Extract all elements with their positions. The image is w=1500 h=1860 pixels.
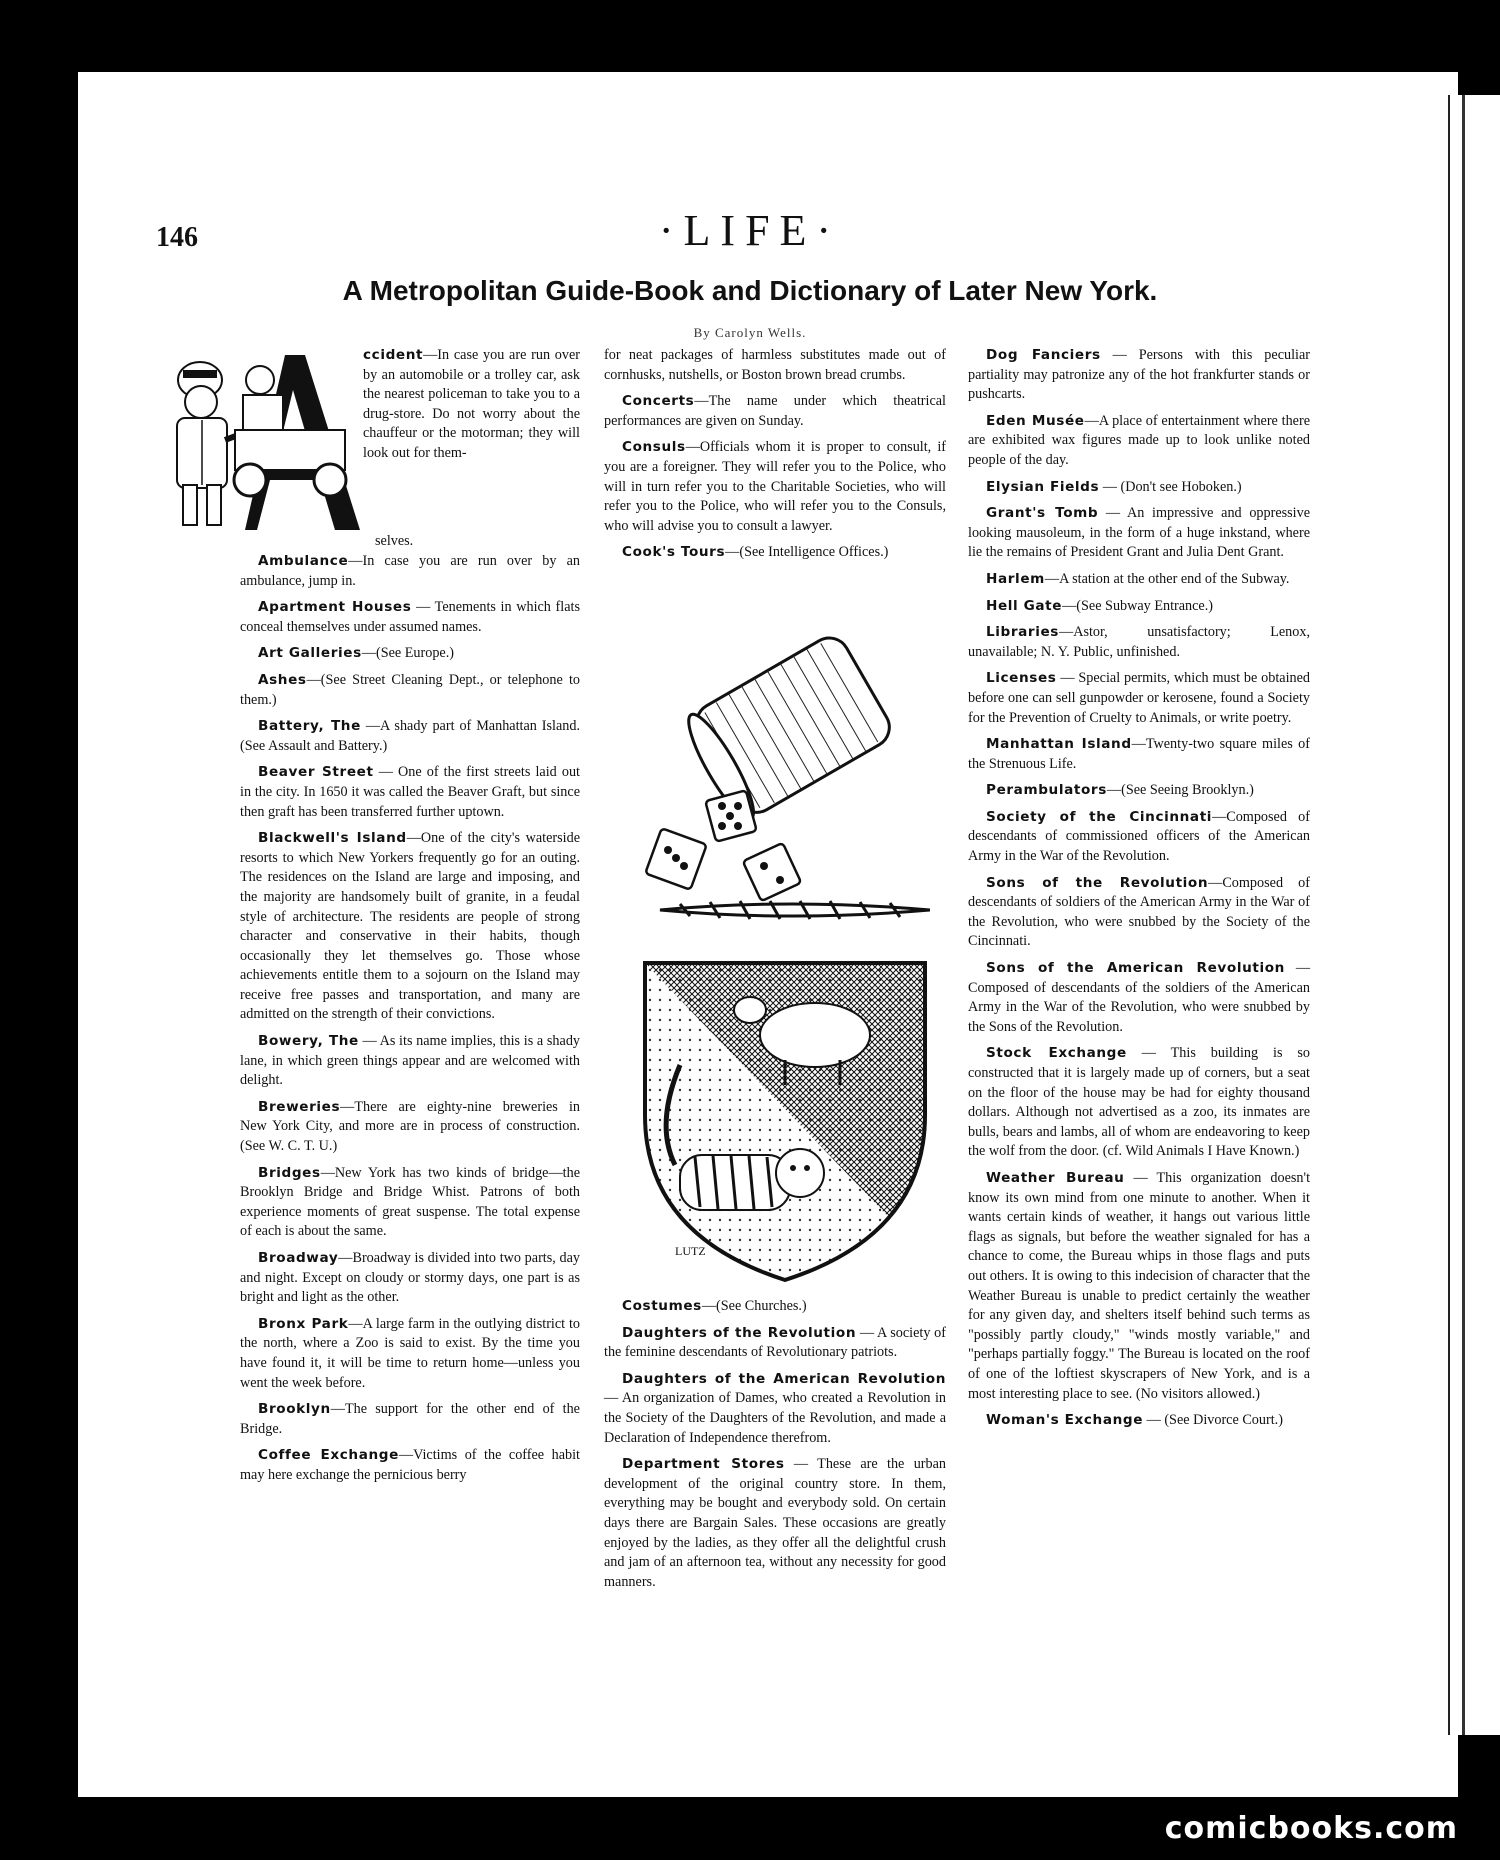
entry-term: Department Stores — [622, 1456, 785, 1473]
dictionary-entry — [240, 1446, 580, 1485]
dictionary-entry — [604, 438, 946, 536]
dictionary-entry — [968, 735, 1310, 774]
entry-text: —The name under which theatrical performances are given on Sunday. — [604, 393, 946, 429]
dictionary-entry — [968, 412, 1310, 471]
entry-text: —(See Intelligence Offices.) — [725, 544, 889, 561]
dictionary-entry — [240, 1164, 580, 1242]
entry-term: Eden Musée — [986, 412, 1085, 429]
entry-term: Sons of the American Revolution — [986, 960, 1285, 977]
policeman-automobile-icon — [165, 350, 365, 535]
dictionary-entry — [240, 717, 580, 756]
dictionary-entry — [604, 1370, 946, 1448]
entry-term: Battery, The — [258, 718, 361, 735]
dictionary-entry — [240, 763, 580, 822]
entry-term: Elysian Fields — [986, 478, 1100, 495]
dictionary-entry — [604, 543, 946, 563]
entry-term: Harlem — [986, 570, 1045, 587]
dictionary-entry — [240, 1249, 580, 1308]
entry-term: Coffee Exchange — [258, 1447, 399, 1464]
entry-term: Manhattan Island — [986, 736, 1132, 753]
dictionary-entry — [240, 829, 580, 1025]
entry-term: Brooklyn — [258, 1401, 331, 1418]
entry-text: —(See Street Cleaning Dept., or telephone to them.) — [240, 671, 580, 708]
entry-text: —Victims of the coffee habit may here exchange the pernicious berry — [240, 1447, 580, 1483]
entry-text: —There are eighty-nine breweries in New York City, and more are in process of construction. (See W. C. T. U.) — [240, 1098, 580, 1155]
dictionary-entry — [604, 1324, 946, 1363]
entry-term: Costumes — [622, 1298, 702, 1314]
page-number: 146 — [156, 222, 198, 253]
entry-text: — One of the first streets laid out in the city. In 1650 it was called the Beaver Graft, but since then graft has been transferred further uptown. — [240, 764, 580, 820]
entry-text: —(See Seeing Brooklyn.) — [1106, 782, 1254, 799]
entry-text: —(See Europe.) — [361, 645, 454, 662]
dictionary-entry — [240, 598, 580, 637]
dictionary-entry — [240, 1098, 580, 1157]
drop-cap-illustration — [165, 350, 365, 535]
entry-term: Licenses — [986, 670, 1057, 687]
entry-term: Perambulators — [986, 782, 1107, 799]
entry-term: Dog Fanciers — [986, 347, 1101, 363]
entry-text: —The support for the other end of the Bridge. — [240, 1401, 580, 1437]
drop-cap-tail: selves. — [375, 533, 414, 549]
entry-text: —Astor, unsatisfactory; Lenox, unavailable; N. Y. Public, unfinished. — [968, 624, 1310, 660]
entry-text: —Composed of descendants of the soldiers of the American Army in the War of the Revolution, who were snubbed by the Sons of the Revolution. — [968, 960, 1311, 1035]
entry-term: Stock Exchange — [986, 1045, 1127, 1062]
column-1 — [240, 552, 580, 1493]
entry-term: Bronx Park — [258, 1315, 349, 1332]
entry-term: Apartment Houses — [258, 599, 412, 616]
entry-text: — An impressive and oppressive looking mausoleum, in the form of a huge inkstand, where lie the remains of President Grant and Julia Dent Grant. — [968, 505, 1310, 561]
entry-text: — This building is so constructed that it is largely made up of corners, but a seat on the floor of the house may be had for eighty thousand dollars. Although not advertised as a zoo, its inmates are bulls, bears and lambs, all of whom are endeavoring to keep the wolf from the door. (cf. Wild Animals I Have Known.) — [968, 1045, 1311, 1160]
entry-text: — A society of the feminine descendants of Revolutionary patriots. — [604, 1324, 946, 1361]
dictionary-entry — [968, 597, 1310, 617]
entry-text: —In case you are run over by an automobile or a trolley car, ask the nearest policeman to take you to a drug-store. Do not worry about the chauffeur or the motorman; they will look out for them- — [363, 347, 580, 461]
entry-text: — (See Divorce Court.) — [1143, 1412, 1283, 1429]
entry-text: — As its name implies, this is a shady lane, in which green things appear and are welcomed with delight. — [240, 1033, 581, 1089]
shield-signature: LUTZ — [675, 1244, 706, 1258]
entry-term: Blackwell's Island — [258, 830, 407, 847]
entry-term: Sons of the Revolution — [986, 874, 1209, 891]
dictionary-entry — [240, 1032, 580, 1091]
entry-term: Bridges — [258, 1164, 321, 1181]
shield-illustration — [635, 955, 935, 1285]
entry-term: Broadway — [258, 1250, 339, 1266]
entry-text: —One of the city's waterside resorts to which New Yorkers frequently go for an outing. The residences on the Island are large and imposing, and the majority are handsomely built of granite, in a feudal style of architecture. The residents are people of strong character and conservative in their habits, though occasionally they let themselves go. Those whose achievements entitle them to a sojourn on the Island may receive free passes and transportation, and many are admitted on the strength of their convictions. — [240, 830, 580, 1023]
dictionary-entry — [604, 346, 946, 385]
entry-term: Breweries — [258, 1098, 341, 1115]
entry-term: Grant's Tomb — [986, 505, 1099, 522]
dictionary-entry — [968, 808, 1310, 867]
entry-text: —A shady part of Manhattan Island. (See Assault and Battery.) — [240, 718, 581, 754]
entry-text: — Special permits, which must be obtained before one can sell gunpowder or kerosene, found a Society for the Prevention of Cruelty to Animals, or write poetry. — [968, 670, 1310, 726]
watermark: comicbooks.com — [1164, 1811, 1458, 1846]
column-2-bottom — [604, 1297, 946, 1599]
dictionary-entry — [240, 1400, 580, 1439]
dictionary-entry — [968, 669, 1310, 728]
entry-text: —Broadway is divided into two parts, day and night. Except on cloudy or stormy days, one part is as bright and light as the other. — [240, 1250, 580, 1306]
dictionary-entry — [604, 392, 946, 431]
entry-term: Daughters of the American Revolution — [622, 1370, 946, 1387]
entry-text: —Officials whom it is proper to consult, if you are a foreigner. They will refer you to the Police, who will in turn refer you to the Charitable Societies, who will refer you to the Police, who will refer you to the Consuls, who will advise you to consult a lawyer. — [604, 439, 946, 534]
dice-illustration — [640, 630, 930, 930]
entry-term: Concerts — [622, 393, 695, 410]
dictionary-entry — [968, 1044, 1310, 1162]
entry-term: Cook's Tours — [622, 544, 726, 561]
entry-term: Art Galleries — [258, 645, 362, 662]
dictionary-entry — [240, 671, 580, 710]
dictionary-entry — [240, 1315, 580, 1393]
byline: By Carolyn Wells. — [693, 325, 807, 340]
entry-text: —(See Subway Entrance.) — [1062, 597, 1213, 614]
entry-text: —(See Churches.) — [701, 1298, 807, 1314]
masthead: ·LIFE· — [658, 206, 842, 255]
entry-term: Hell Gate — [986, 597, 1063, 614]
dictionary-entry — [968, 570, 1310, 590]
entry-text: — These are the urban development of the original country store. In them, everything may be bought and everybody sold. On certain days there are Bargain Sales. These occasions are greatly enjoyed by the ladies, as they offer all the delightful crush and jam of an afternoon tea, without any necessity for good manners. — [604, 1456, 947, 1590]
column-2-top — [604, 346, 946, 570]
entry-term: Beaver Street — [258, 764, 374, 781]
column-3 — [968, 346, 1310, 1438]
entry-text: — This organization doesn't know its own mind from one minute to another. When it wants certain kinds of weather, it hangs out various little flags as signals, but before the weather signaled for has a chance to come, the Bureau whips in those flags and puts out others. It is owing to this indecision of character that the Weather Bureau is unable to predict certainly the weather for any given day, and shelters itself behind such terms as "possibly partly cloudy," "winds mostly variable," and "perhaps partially foggy." The Bureau is located on the roof of one of the loftiest skyscrapers of New York, and is a most interesting place to see. (No visitors allowed.) — [968, 1169, 1311, 1402]
dictionary-entry — [968, 781, 1310, 801]
entry-term: Weather Bureau — [986, 1169, 1125, 1186]
drop-cap-entry — [363, 346, 580, 464]
entry-term: Bowery, The — [258, 1033, 359, 1050]
entry-term: Ambulance — [258, 553, 349, 569]
dictionary-entry — [968, 959, 1310, 1037]
entry-term: ccident — [363, 347, 424, 363]
entry-text: —In case you are run over by an ambulance, jump in. — [240, 553, 580, 589]
dictionary-entry — [240, 644, 580, 664]
entry-text: —Twenty-two square miles of the Strenuous Life. — [968, 736, 1310, 772]
dictionary-entry — [968, 1169, 1310, 1404]
entry-text: —New York has two kinds of bridge—the Brooklyn Bridge and Bridge Whist. Patrons of both experience moments of great suspense. The total expense of each is about the same. — [240, 1164, 580, 1240]
dictionary-entry — [968, 874, 1310, 952]
entry-term: Society of the Cincinnati — [986, 808, 1213, 825]
entry-text: —Composed of descendants of soldiers of the American Army in the War of the Revolution, who were snubbed by the Society of the Cincinnati. — [968, 874, 1311, 950]
entry-term: Consuls — [622, 439, 686, 456]
entry-text: — (Don't see Hoboken.) — [1099, 478, 1242, 495]
dictionary-entry — [968, 504, 1310, 563]
entry-term: Ashes — [258, 671, 307, 688]
dictionary-entry — [604, 1455, 946, 1592]
entry-text: — Persons with this peculiar partiality may patronize any of the hot frankfurter stands or pushcarts. — [968, 347, 1310, 403]
entry-text: for neat packages of harmless substitutes made out of cornhusks, nutshells, or Boston brown bread crumbs. — [604, 347, 946, 383]
dictionary-entry — [968, 1411, 1310, 1431]
dictionary-entry — [968, 623, 1310, 662]
dictionary-entry — [240, 552, 580, 591]
entry-text: —A station at the other end of the Subway. — [1044, 570, 1290, 587]
entry-text: — Tenements in which flats conceal themselves under assumed names. — [240, 599, 580, 635]
entry-term: Libraries — [986, 624, 1060, 641]
dictionary-entry — [968, 478, 1310, 498]
article-title: A Metropolitan Guide-Book and Dictionary of Later New York. — [342, 275, 1158, 306]
entry-term: Woman's Exchange — [986, 1412, 1144, 1429]
next-page-edge — [1448, 95, 1500, 1735]
entry-term: Daughters of the Revolution — [622, 1324, 857, 1341]
entry-text: —Composed of descendants of commissioned officers of the American Army in the War of the Revolution. — [968, 808, 1310, 865]
coat-of-arms-icon — [635, 955, 935, 1285]
dictionary-entry — [968, 346, 1310, 405]
page-fold-line — [1462, 95, 1465, 1735]
entry-text: —A place of entertainment where there are exhibited wax figures made up to look unlike noted people of the day. — [968, 412, 1311, 468]
entry-text: —A large farm in the outlying district to the north, where a Zoo is said to exist. By the time you have found it, it will be time to return home—unless you went the week before. — [240, 1315, 580, 1391]
dice-cup-icon — [640, 630, 930, 930]
entry-text: — An organization of Dames, who created a Revolution in the Society of the Daughters of the Revolution, and made a Declaration of Independence therefrom. — [604, 1390, 946, 1446]
dictionary-entry — [604, 1297, 946, 1317]
